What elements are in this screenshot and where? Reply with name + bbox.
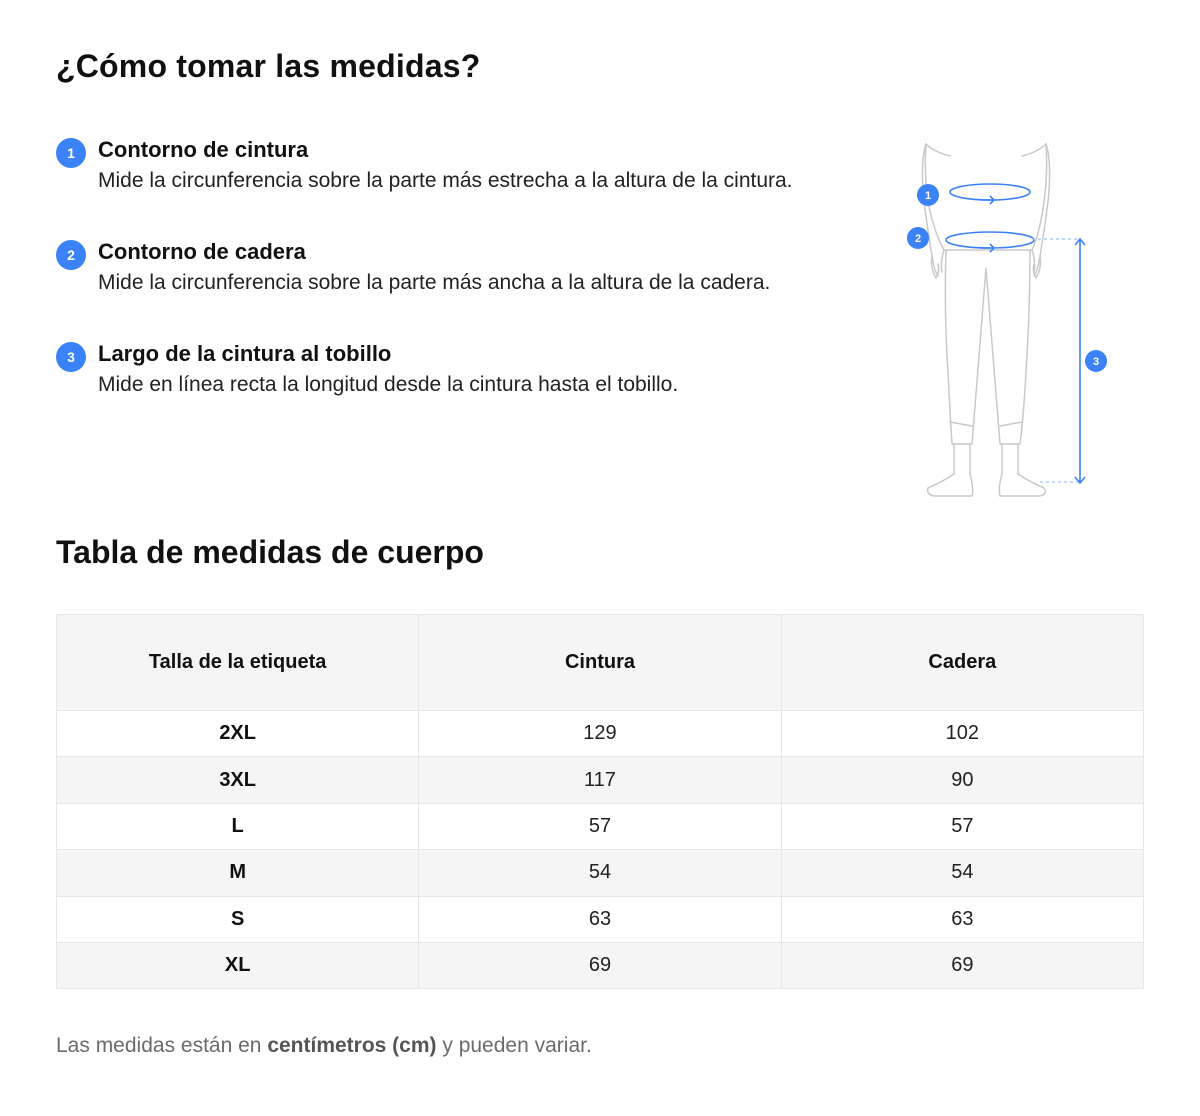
waist-cell: 117 xyxy=(419,757,781,803)
step-title: Largo de la cintura al tobillo xyxy=(98,341,392,366)
table-row xyxy=(57,757,1144,803)
step-hip xyxy=(56,236,816,296)
marker-1 xyxy=(917,184,939,206)
footnote-units: centímetros (cm) xyxy=(267,1034,437,1057)
length-measure-line xyxy=(1032,239,1085,483)
marker-2 xyxy=(907,227,929,249)
header-waist: Cintura xyxy=(419,615,781,711)
step-description: Mide la circunferencia sobre la parte más ancha a la altura de la cadera. xyxy=(98,271,771,294)
body-outline xyxy=(922,144,1049,496)
table-row xyxy=(57,942,1144,988)
table-row xyxy=(57,711,1144,757)
marker-label: 1 xyxy=(924,190,932,202)
table-row xyxy=(57,896,1144,942)
table-row xyxy=(57,803,1144,849)
table-row xyxy=(57,850,1144,896)
hip-cell: 90 xyxy=(781,757,1143,803)
marker-3 xyxy=(1085,350,1107,372)
footnote-prefix: Las medidas están en xyxy=(56,1034,268,1057)
size-table-title: Tabla de medidas de cuerpo xyxy=(56,534,484,570)
step-title: Contorno de cintura xyxy=(98,137,309,162)
size-cell: XL xyxy=(57,942,419,988)
waist-cell: 54 xyxy=(419,850,781,896)
waist-cell: 57 xyxy=(419,803,781,849)
hip-cell: 69 xyxy=(781,942,1143,988)
hip-measure-line xyxy=(946,232,1034,252)
waist-measure-line xyxy=(950,184,1030,204)
marker-label: 2 xyxy=(914,233,922,245)
step-description: Mide la circunferencia sobre la parte más estrecha a la altura de la cintura. xyxy=(98,169,793,192)
size-table xyxy=(56,614,1144,989)
hip-cell: 63 xyxy=(781,896,1143,942)
header-hip: Cadera xyxy=(781,615,1143,711)
hip-cell: 54 xyxy=(781,850,1143,896)
size-cell: M xyxy=(57,850,419,896)
body-measurement-illustration xyxy=(890,132,1130,504)
footnote-suffix: y pueden variar. xyxy=(436,1034,592,1057)
size-cell: S xyxy=(57,896,419,942)
hip-cell: 102 xyxy=(781,711,1143,757)
step-description: Mide en línea recta la longitud desde la cintura hasta el tobillo. xyxy=(98,373,679,396)
step-title: Contorno de cadera xyxy=(98,239,306,264)
hip-cell: 57 xyxy=(781,803,1143,849)
size-cell: L xyxy=(57,803,419,849)
size-cell: 2XL xyxy=(57,711,419,757)
header-size: Talla de la etiqueta xyxy=(57,615,419,711)
waist-cell: 63 xyxy=(419,896,781,942)
step-length xyxy=(56,338,816,398)
how-to-measure-title: ¿Cómo tomar las medidas? xyxy=(56,48,481,84)
waist-cell: 129 xyxy=(419,711,781,757)
size-cell: 3XL xyxy=(57,757,419,803)
units-footnote xyxy=(56,1034,592,1058)
step-number-badge: 2 xyxy=(56,240,86,270)
measurement-steps xyxy=(56,134,816,398)
step-waist xyxy=(56,134,816,194)
table-header-row xyxy=(57,615,1144,711)
waist-cell: 69 xyxy=(419,942,781,988)
step-number-badge: 3 xyxy=(56,342,86,372)
marker-label: 3 xyxy=(1092,356,1100,368)
step-number-badge: 1 xyxy=(56,138,86,168)
